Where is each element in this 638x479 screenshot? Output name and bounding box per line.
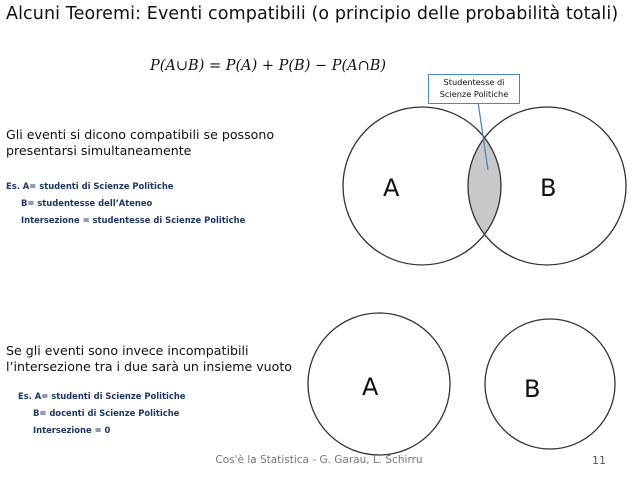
incompatible-example-line-3: Intersezione = 0 — [33, 425, 111, 435]
incompatible-description — [6, 343, 292, 375]
compatible-example — [6, 178, 245, 229]
compatible-line-1: Gli eventi si dicono compatibili se possono — [6, 127, 275, 142]
circle-a-incompatible — [308, 313, 450, 455]
compatible-example-line-3: Intersezione = studentesse di Scienze Politiche — [21, 215, 246, 225]
incompatible-line-1: Se gli eventi sono invece incompatibili — [6, 343, 249, 358]
incompatible-line-2: l’intersezione tra i due sarà un insieme vuoto — [6, 359, 293, 374]
label-b-incompatible: B — [524, 375, 541, 403]
slide-title: Alcuni Teoremi: Eventi compatibili (o principio delle probabilità totali) — [6, 4, 619, 24]
annotation-line-1: Studentesse di — [443, 77, 505, 87]
incompatible-example-line-1: Es. A= studenti di Scienze Politiche — [18, 391, 186, 401]
compatible-description — [6, 127, 274, 159]
label-a-compatible: A — [383, 174, 400, 202]
compatible-example-line-1: Es. A= studenti di Scienze Politiche — [6, 181, 174, 191]
annotation-line-2: Scienze Politiche — [439, 89, 509, 99]
page-number: 11 — [592, 454, 606, 467]
compatible-line-2: presentarsi simultaneamente — [6, 143, 192, 158]
incompatible-example — [18, 388, 185, 439]
circle-b-incompatible — [485, 319, 615, 449]
annotation-box — [428, 74, 520, 104]
incompatible-example-line-2: B= docenti di Scienze Politiche — [33, 408, 180, 418]
footer-credit: Cos'è la Statistica - G. Garau, L. Schirru — [215, 454, 423, 466]
compatible-example-line-2: B= studentesse dell’Ateneo — [21, 198, 153, 208]
probability-formula: P(A∪B) = P(A) + P(B) − P(A∩B) — [150, 58, 387, 74]
label-b-compatible: B — [540, 174, 557, 202]
label-a-incompatible: A — [362, 373, 379, 401]
